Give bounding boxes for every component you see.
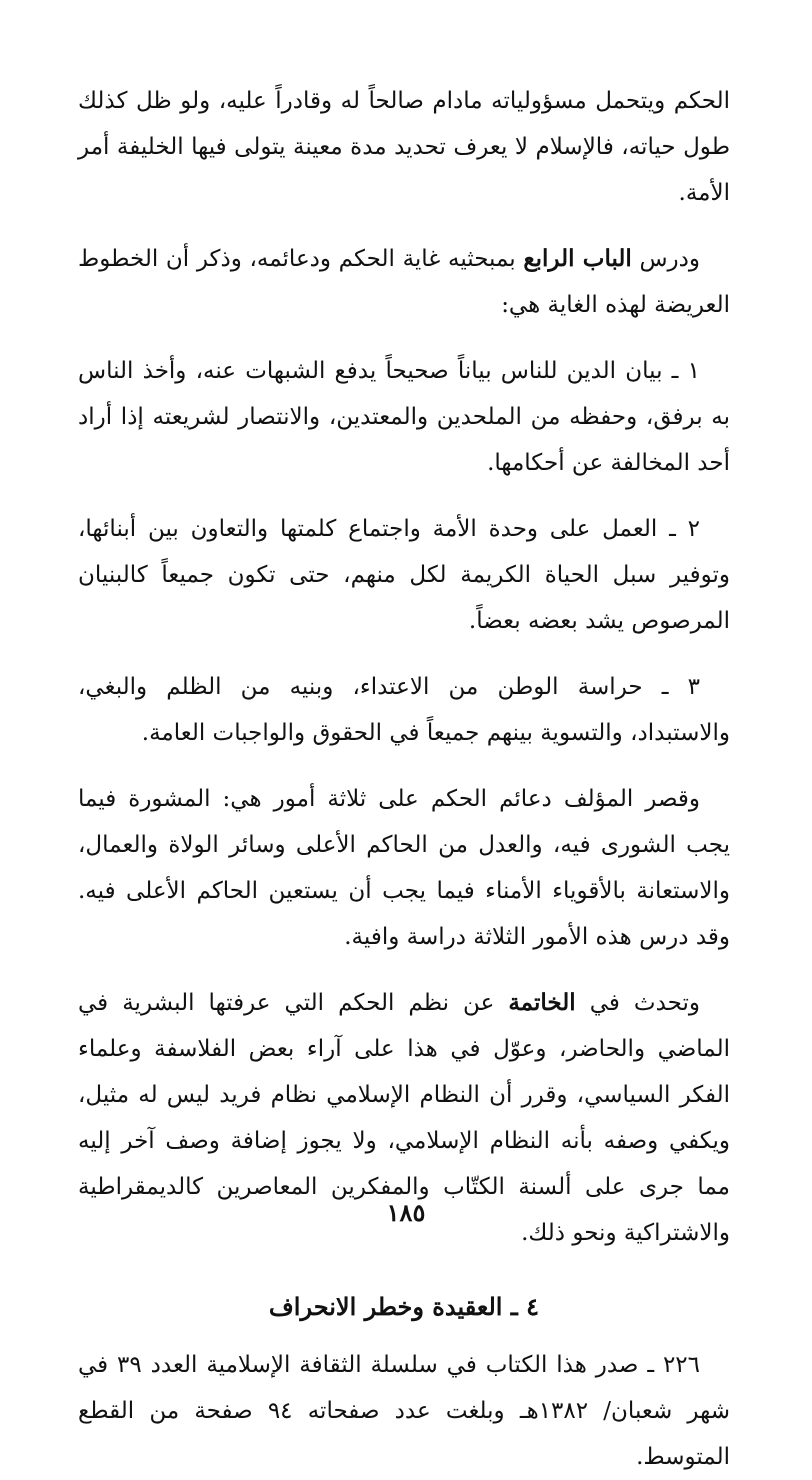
paragraph-conclusion-bold: الخاتمة <box>508 989 576 1016</box>
paragraph-pillars: وقصر المؤلف دعائم الحكم على ثلاثة أمور هي: المشورة فيما يجب الشورى فيه، والعدل من الحاكم الأعلى وسائر الولاة والعمال، والاستعانة بالأقوياء الأمناء فيما يجب أن يستعين الحاكم الأعلى فيه. وقد درس هذه الأمور الثلاثة دراسة وافية. <box>78 786 730 950</box>
footnote: ٢٢٦ ـ صدر هذا الكتاب في سلسلة الثقافة الإسلامية العدد ٣٩ في شهر شعبان/ ١٣٨٢هـ وبلغت عدد صفحاته ٩٤ صفحة من القطع المتوسط. <box>78 1352 730 1470</box>
list-item-3: ٣ ـ حراسة الوطن من الاعتداء، وبنيه من الظلم والبغي، والاستبداد، والتسوية بينهم جميعاً في الحقوق والواجبات العامة. <box>78 674 730 746</box>
page-body <box>78 78 730 1480</box>
list-item-2: ٢ ـ العمل على وحدة الأمة واجتماع كلمتها والتعاون بين أبنائها، وتوفير سبل الحياة الكريمة لكل منهم، حتى تكون جميعاً كالبنيان المرصوص يشد بعضه بعضاً. <box>78 516 730 634</box>
paragraph-2 <box>78 236 730 328</box>
paragraph-2-bold: الباب الرابع <box>523 245 632 272</box>
paragraph-2-lead: ودرس <box>631 246 700 272</box>
page-number: ١٨٥ <box>386 1198 426 1227</box>
paragraph-1: الحكم ويتحمل مسؤولياته مادام صالحاً له وقادراً عليه، ولو ظل كذلك طول حياته، فالإسلام لا يعرف تحديد مدة معينة يتولى فيها الخليفة أمر الأمة. <box>78 88 730 206</box>
paragraph-conclusion-rest: عن نظم الحكم التي عرفتها البشرية في الماضي والحاضر، وعوّل في هذا على آراء بعض الفلاسفة وعلماء الفكر السياسي، وقرر أن النظام الإسلامي نظام فريد ليس له مثيل، ويكفي وصفه بأنه النظام الإسلامي، ولا يجوز إضافة وصف آخر إليه مما جرى على ألسنة الكتّاب والمفكرين المعاصرين كالديمقراطية والاشتراكية ونحو ذلك. <box>78 990 731 1246</box>
list-item-1: ١ ـ بيان الدين للناس بياناً صحيحاً يدفع الشبهات عنه، وأخذ الناس به برفق، وحفظه من الملحدين والمعتدين، والانتصار لشريعته إذا أراد أحد المخالفة عن أحكامها. <box>78 358 730 476</box>
paragraph-conclusion-lead: وتحدث في <box>575 990 700 1016</box>
paragraph-2-rest: بمبحثيه غاية الحكم ودعائمه، وذكر أن الخطوط العريضة لهذه الغاية هي: <box>78 246 730 318</box>
section-heading: ٤ ـ العقيدة وخطر الانحراف <box>268 1292 540 1321</box>
